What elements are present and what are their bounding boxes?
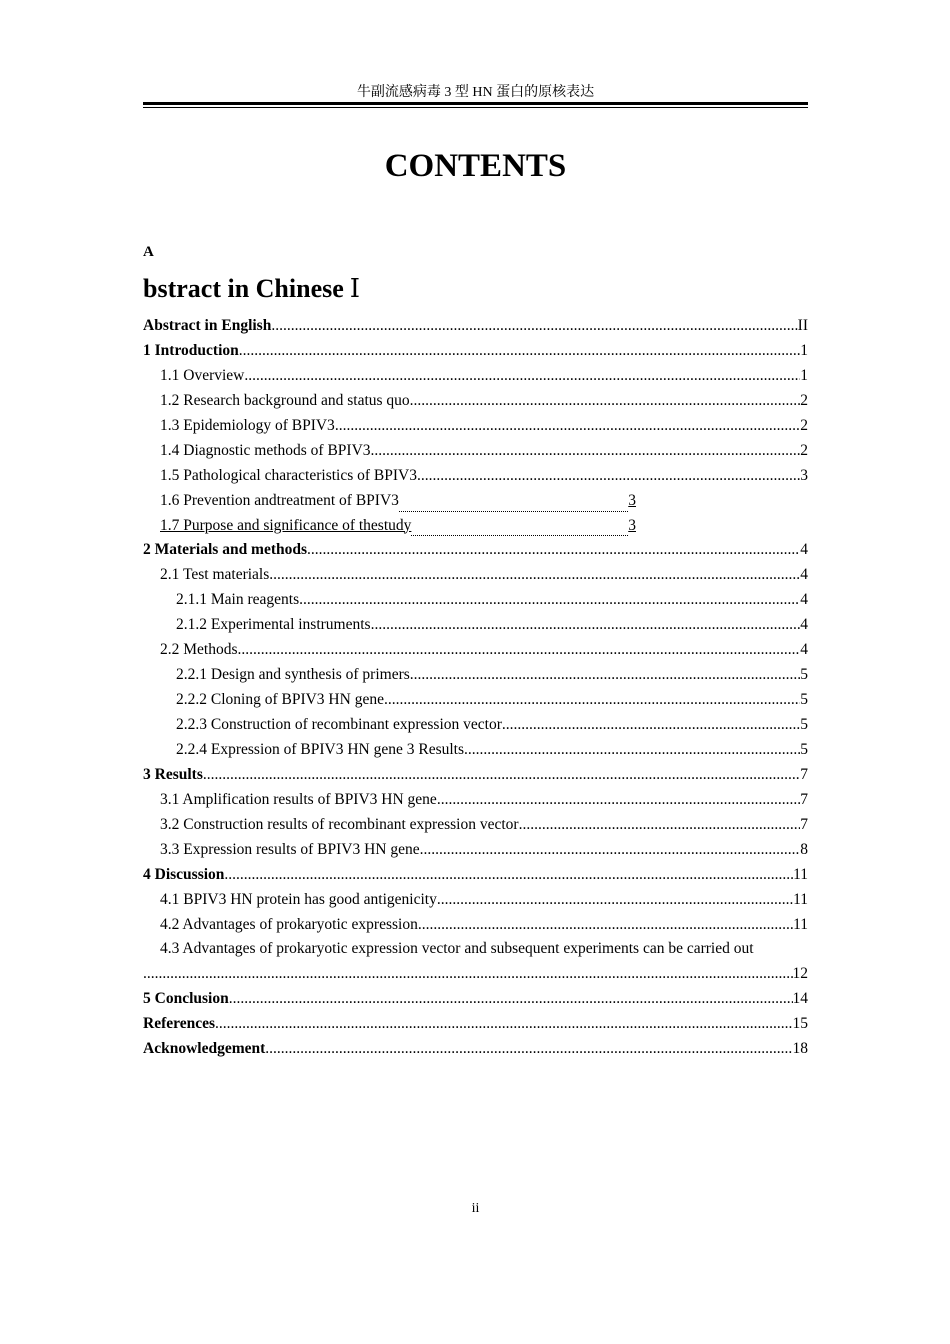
toc-entry-pathological-characteristics xyxy=(143,464,808,489)
header-rule-thick xyxy=(143,102,808,105)
toc-entry-label: 2 Materials and methods xyxy=(143,541,308,559)
toc-entry-page: 2 xyxy=(800,391,808,409)
toc-entry-label: 3 Results xyxy=(143,765,203,783)
toc-entry-label: 4.1 BPIV3 HN protein has good antigenicity xyxy=(160,890,437,908)
page-title: CONTENTS xyxy=(384,148,567,184)
toc-entry-page: 4 xyxy=(800,641,808,659)
toc-entry-page: 3 xyxy=(628,491,636,509)
toc-entry-label: bstract in Chinese xyxy=(143,274,344,303)
toc-entry-page: 5 xyxy=(800,691,808,709)
toc-entry-page: 11 xyxy=(793,915,808,933)
dot-leader xyxy=(239,339,801,364)
dot-leader xyxy=(224,863,793,888)
toc-entry-label: 2.2.3 Construction of recombinant expression vector xyxy=(176,716,502,733)
dot-leader xyxy=(502,713,800,738)
toc-entry-test-materials xyxy=(143,563,808,588)
toc-entry-label: 1.2 Research background and status quo xyxy=(160,391,410,409)
dot-leader xyxy=(244,364,800,389)
toc-entry-page: 2 xyxy=(800,441,808,459)
toc-entry-page: II xyxy=(797,317,808,334)
toc-entry-label: 2.2 Methods xyxy=(160,641,238,659)
toc-entry-abstract-chinese xyxy=(143,272,360,306)
toc-entry-acknowledgement xyxy=(143,1037,808,1062)
toc-entry-label: 1.6 Prevention andtreatment of BPIV3 xyxy=(160,491,399,509)
toc-entry-label: 4 Discussion xyxy=(143,865,225,883)
dot-leader xyxy=(203,763,800,788)
toc-entry-label: References xyxy=(143,1015,216,1033)
dot-leader xyxy=(229,987,793,1012)
toc-entry-overview xyxy=(143,364,808,389)
dot-leader xyxy=(410,389,801,414)
dot-leader xyxy=(384,688,800,713)
toc-entry-discussion xyxy=(143,863,808,888)
tab-leader xyxy=(411,521,628,536)
toc-entry-page: 4 xyxy=(800,616,808,634)
dot-leader xyxy=(307,538,800,563)
toc-entry-prevention-treatment xyxy=(143,489,636,514)
toc-entry-purpose-significance xyxy=(143,514,636,539)
toc-entry-cloning-hn-gene xyxy=(143,688,808,713)
toc-entry-page: 7 xyxy=(800,815,808,833)
toc-entry-label: 1.3 Epidemiology of BPIV3 xyxy=(160,416,335,434)
toc-entry-page: Ⅰ xyxy=(349,274,361,303)
dot-leader xyxy=(371,613,801,638)
header-rule-thin xyxy=(143,107,808,108)
toc-entry-prokaryotic-advantages xyxy=(143,913,808,938)
page-number: ii xyxy=(471,1201,480,1216)
toc-entry-page: 4 xyxy=(800,541,808,559)
toc-entry-page: 4 xyxy=(800,591,808,609)
dot-leader xyxy=(299,588,800,613)
dot-leader xyxy=(215,1012,792,1037)
toc-entry-page: 15 xyxy=(792,1015,808,1033)
toc-entry-page: 7 xyxy=(800,765,808,783)
toc-entry-label: Abstract in English xyxy=(143,317,272,334)
toc-entry-label: 1.5 Pathological characteristics of BPIV3 xyxy=(160,466,417,484)
dot-leader xyxy=(271,314,797,339)
toc-entry-page: 8 xyxy=(800,840,808,858)
toc-entry-introduction xyxy=(143,339,808,364)
toc-entry-references xyxy=(143,1012,808,1037)
dot-leader xyxy=(418,913,793,938)
toc-entry-label: 1.7 Purpose and significance of thestudy xyxy=(160,516,412,534)
toc-entry-label: 1.1 Overview xyxy=(160,366,245,384)
dot-leader xyxy=(519,813,801,838)
toc-entry-epidemiology xyxy=(143,414,808,439)
toc-entry-label: 2.1 Test materials xyxy=(160,566,270,584)
toc-entry-page: 14 xyxy=(792,990,808,1008)
running-header: 牛副流感病毒 3 型 HN 蛋白的原核表达 xyxy=(356,85,595,100)
toc-entry-results xyxy=(143,763,808,788)
tab-leader xyxy=(399,497,628,512)
dot-leader xyxy=(371,439,801,464)
toc-entry-page: 1 xyxy=(800,366,808,384)
toc-entry-antigenicity xyxy=(143,888,808,913)
dot-leader xyxy=(410,663,800,688)
toc-entry-page: 2 xyxy=(800,416,808,434)
dot-leader xyxy=(420,838,801,863)
toc-entry-hn-gene-expression xyxy=(143,738,808,763)
toc-entry-expression-results xyxy=(143,838,808,863)
toc-entry-page: 3 xyxy=(628,516,636,534)
toc-entry-page: 18 xyxy=(792,1040,808,1058)
toc-entry-vector-advantages-continued xyxy=(143,962,808,987)
toc-entry-label: 2.2.4 Expression of BPIV3 HN gene 3 Results xyxy=(176,740,465,758)
toc-entry-page: 5 xyxy=(800,716,808,733)
toc-entry-abstract-english xyxy=(143,314,808,339)
toc-entry-amplification-results xyxy=(143,788,808,813)
toc-entry-experimental-instruments xyxy=(143,613,808,638)
toc-entry-construction-results xyxy=(143,813,808,838)
dot-leader xyxy=(143,962,793,987)
toc-entry-materials-methods xyxy=(143,538,808,563)
toc-entry-page: 11 xyxy=(793,865,808,883)
toc-entry-label: 2.1.2 Experimental instruments xyxy=(176,616,371,634)
toc-entry-page: 4 xyxy=(800,566,808,584)
toc-entry-page: 5 xyxy=(800,740,808,758)
dot-leader xyxy=(265,1037,792,1062)
toc-entry-label: 3.1 Amplification results of BPIV3 HN gene xyxy=(160,790,437,808)
toc-entry-conclusion xyxy=(143,987,808,1012)
toc-entry-label: 2.1.1 Main reagents xyxy=(176,591,300,609)
toc-entry-methods xyxy=(143,638,808,663)
toc-entry-label: Acknowledgement xyxy=(143,1040,266,1058)
toc-entry-research-background xyxy=(143,389,808,414)
table-of-contents xyxy=(143,314,808,1062)
toc-entry-vector-advantages xyxy=(143,937,808,962)
dot-leader xyxy=(437,788,800,813)
toc-entry-label: 3.3 Expression results of BPIV3 HN gene xyxy=(160,840,420,858)
toc-entry-label: 2.2.2 Cloning of BPIV3 HN gene xyxy=(176,691,384,709)
toc-entry-page: 3 xyxy=(800,466,808,484)
dot-leader xyxy=(269,563,800,588)
toc-entry-diagnostic-methods xyxy=(143,439,808,464)
toc-entry-label: 4.2 Advantages of prokaryotic expression xyxy=(160,915,418,933)
toc-entry-label: 1.4 Diagnostic methods of BPIV3 xyxy=(160,441,371,459)
toc-entry-page: 12 xyxy=(792,965,808,983)
dot-leader xyxy=(437,888,793,913)
toc-entry-primer-design xyxy=(143,663,808,688)
toc-entry-label: 2.2.1 Design and synthesis of primers xyxy=(176,666,410,684)
toc-entry-main-reagents xyxy=(143,588,808,613)
toc-entry-label: 4.3 Advantages of prokaryotic expression vector and subsequent experiments can be carried out xyxy=(160,940,754,958)
toc-entry-label: 5 Conclusion xyxy=(143,990,229,1008)
toc-entry-page: 5 xyxy=(800,666,808,684)
toc-entry-page: 1 xyxy=(800,341,808,359)
toc-entry-label: 1 Introduction xyxy=(143,341,239,359)
dot-leader xyxy=(238,638,801,663)
toc-entry-page: 7 xyxy=(800,790,808,808)
dot-leader xyxy=(464,738,800,763)
dot-leader xyxy=(417,464,800,489)
dot-leader xyxy=(335,414,800,439)
toc-entry-label: 3.2 Construction results of recombinant expression vector xyxy=(160,815,519,833)
dropcap-letter: A xyxy=(143,244,154,260)
toc-entry-vector-construction xyxy=(143,713,808,738)
toc-entry-page: 11 xyxy=(793,890,808,908)
